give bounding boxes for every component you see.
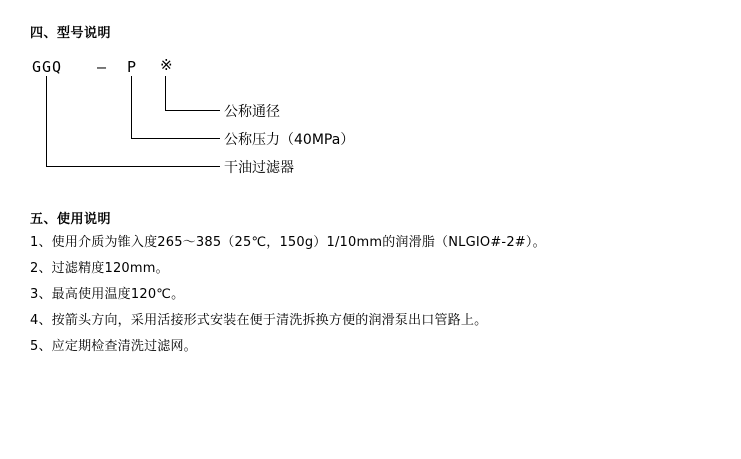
leader-line-pressure-vertical — [131, 76, 132, 138]
usage-instruction-list — [30, 230, 720, 360]
label-nominal-pressure: 公称压力（40MPa） — [224, 132, 355, 148]
model-code-size: ※ — [160, 56, 174, 74]
model-code-pressure: P — [127, 58, 138, 76]
leader-line-size-vertical — [165, 76, 166, 110]
label-nominal-diameter: 公称通径 — [224, 104, 280, 120]
label-product-name: 干油过滤器 — [224, 160, 294, 176]
usage-item: 3、最高使用温度120℃。 — [30, 287, 185, 302]
usage-item: 5、应定期检查清洗过滤网。 — [30, 339, 197, 354]
model-code-diagram — [0, 0, 741, 200]
model-code-dash: — — [97, 58, 108, 76]
leader-line-product-vertical — [46, 76, 47, 166]
model-code-prefix: GGQ — [32, 58, 63, 76]
leader-line-pressure-horizontal — [131, 138, 220, 139]
leader-line-size-horizontal — [165, 110, 220, 111]
section-title-usage-description: 五、使用说明 — [30, 212, 112, 227]
section-title-model-description: 四、型号说明 — [30, 26, 112, 41]
usage-item: 2、过滤精度120mm。 — [30, 261, 169, 276]
leader-line-product-horizontal — [46, 166, 220, 167]
usage-item: 1、使用介质为锥入度265～385（25℃，150g）1/10mm的润滑脂（NLGIO#-2#）。 — [30, 235, 546, 250]
usage-item: 4、按箭头方向，采用活接形式安装在便于清洗拆换方便的润滑泵出口管路上。 — [30, 313, 488, 328]
